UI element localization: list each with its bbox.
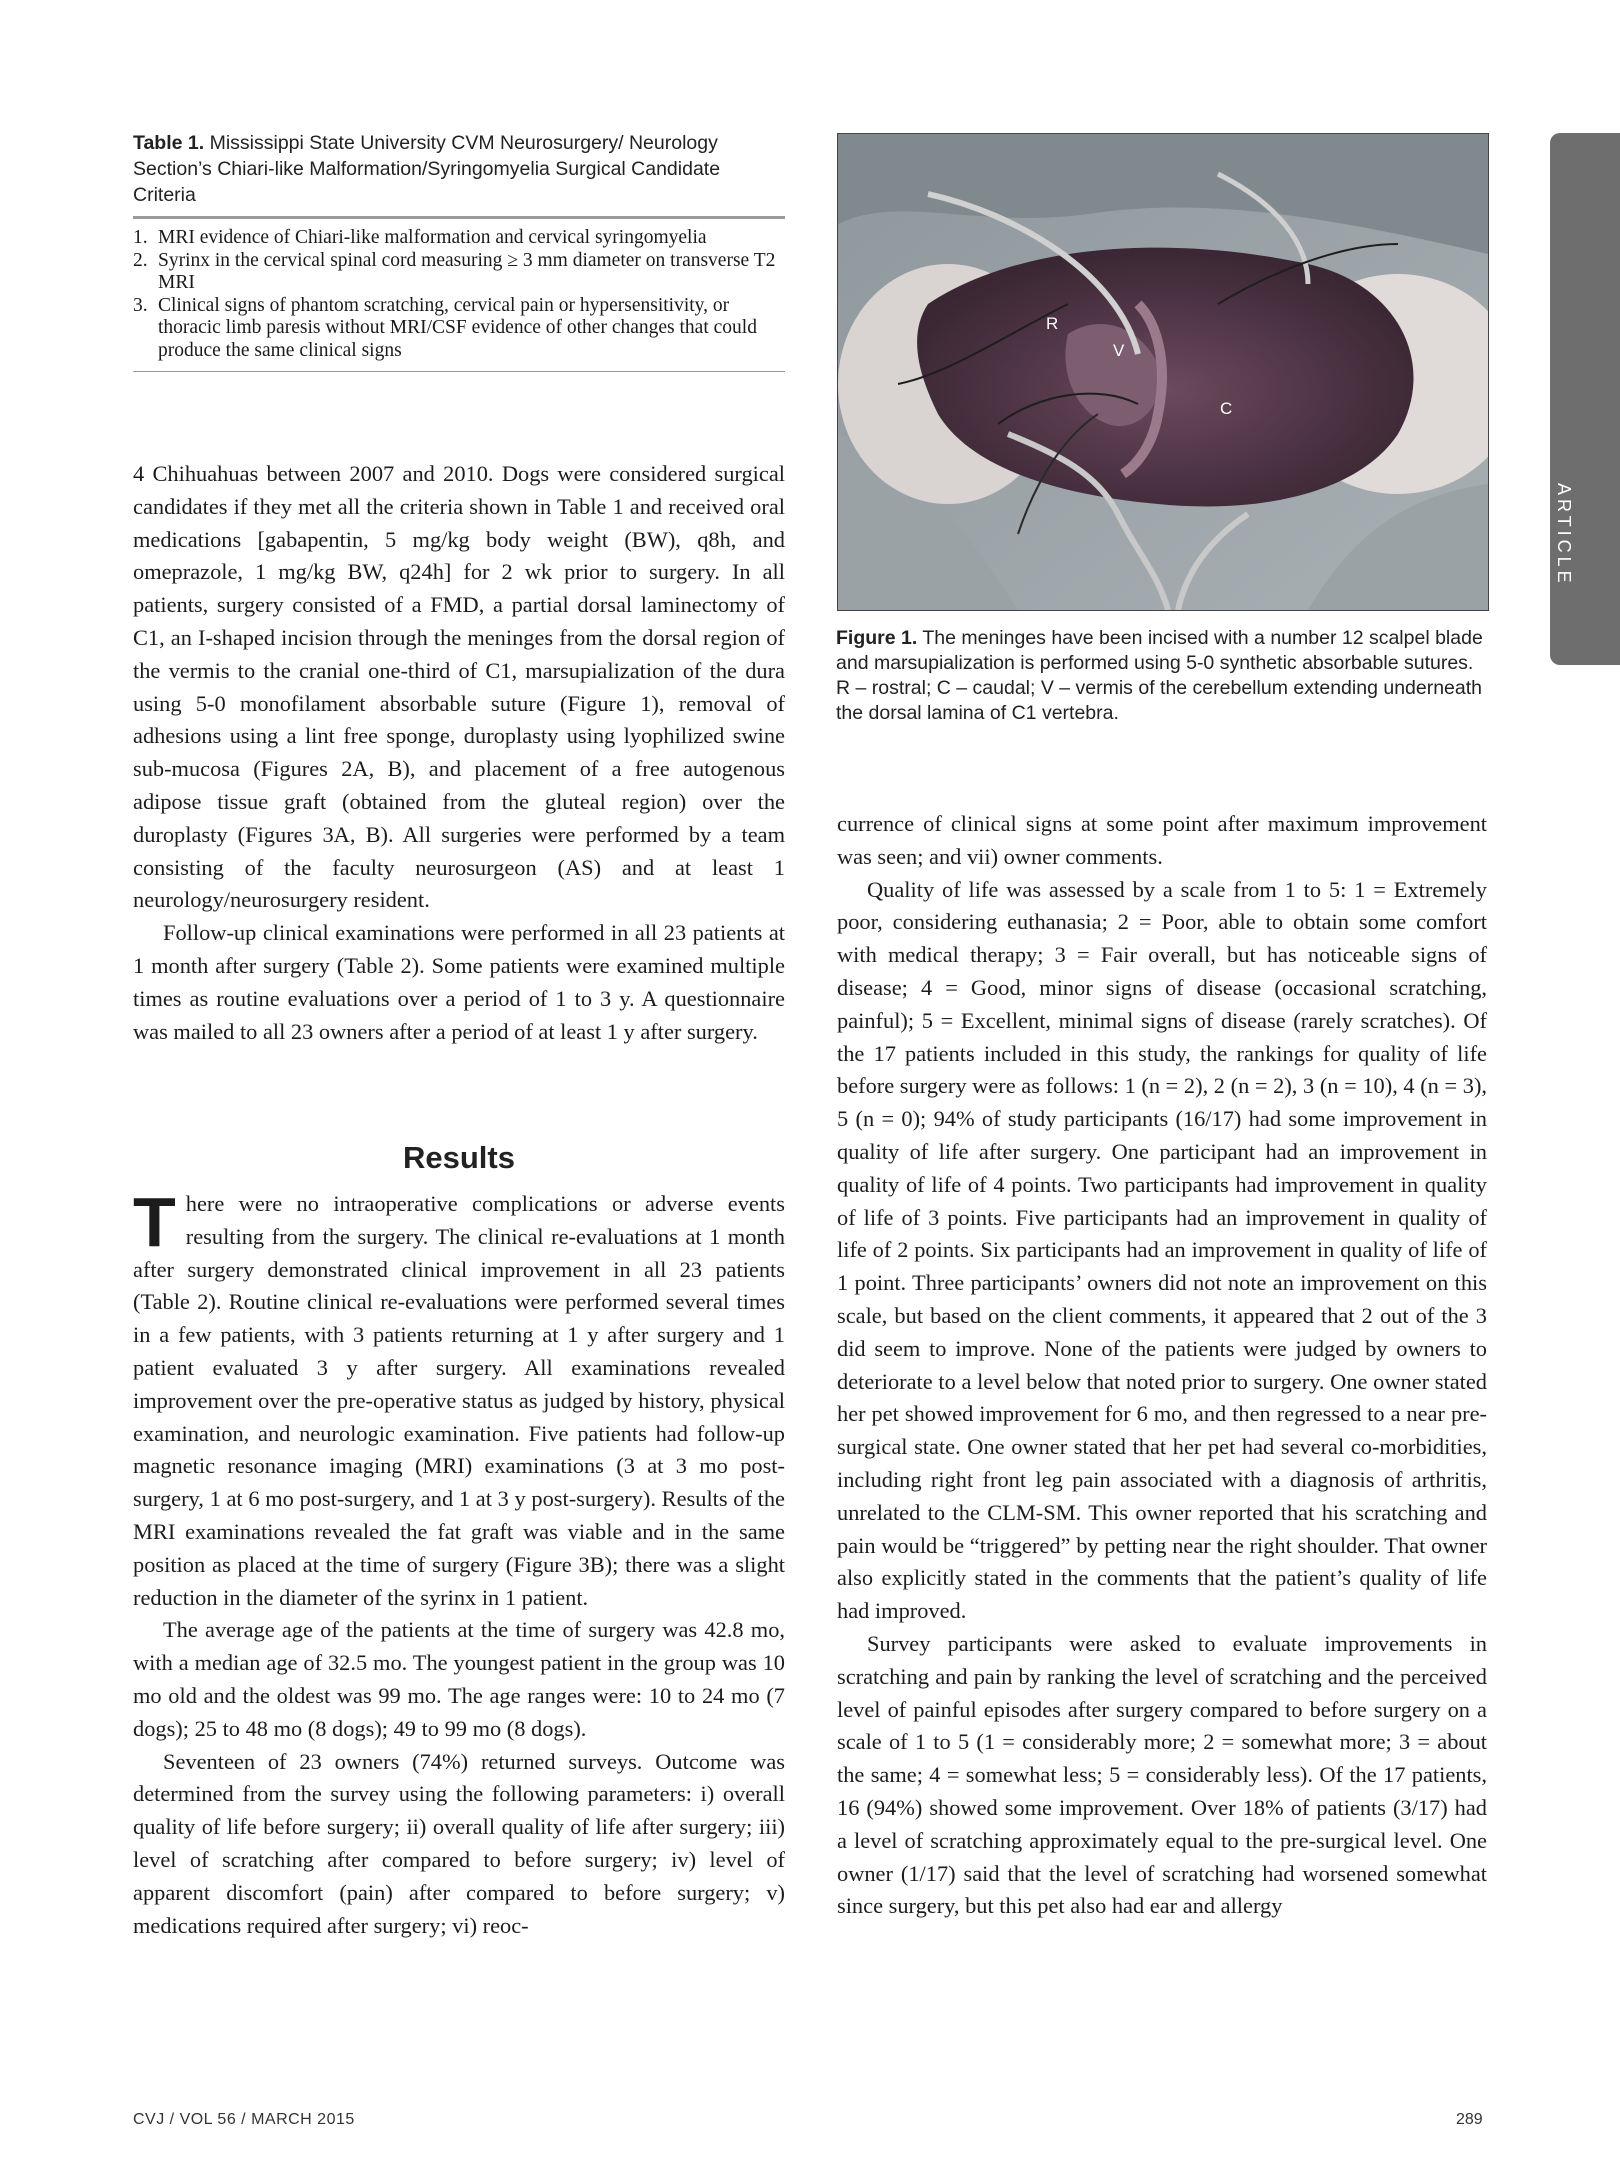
article-side-tab xyxy=(1550,133,1620,665)
criteria-item xyxy=(133,227,785,250)
results-paragraph-text: here were no intraoperative complications or adverse events resulting from the surgery. The clinical re-evaluations at 1 month after surgery demonstrated clinical improvement in all 23 patients (Table 2). Routine clinical re-evaluations were performed several times in a few patients, with 3 patients returning at 1 y after surgery and 1 patient evaluated 3 y after surgery. All examinations revealed improvement over the pre-operative status as judged by history, physical examination, and neurologic examination. Five patients had follow-up magnetic resonance imaging (MRI) examinations (3 at 3 mo post-surgery, 1 at 6 mo post-surgery, and 1 at 3 y post-surgery). Results of the MRI examinations revealed the fat graft was viable and in the same position as placed at the time of surgery (Figure 3B); there was a slight reduction in the diameter of the syrinx in 1 patient. xyxy=(133,1191,785,1610)
results-heading: Results xyxy=(403,1140,515,1175)
body-paragraph: Seventeen of 23 owners (74%) returned surveys. Outcome was determined from the survey using the following parameters: i) overall quality of life before surgery; ii) overall quality of life after surgery; iii) level of scratching after compared to before surgery; iv) level of apparent discomfort (pain) after compared to before surgery; v) medications required after surgery; vi) reoc- xyxy=(133,1748,785,1938)
drop-cap: T xyxy=(133,1183,176,1261)
criteria-item xyxy=(133,250,785,295)
table-bottom-rule xyxy=(133,371,785,372)
left-column-top xyxy=(133,458,785,1048)
criteria-text: Syrinx in the cervical spinal cord measuring ≥ 3 mm diameter on transverse T2 MRI xyxy=(158,249,776,293)
criteria-list xyxy=(133,227,785,362)
criteria-text: Clinical signs of phantom scratching, cervical pain or hypersensitivity, or thoracic limb paresis without MRI/CSF evidence of other changes that could produce the same clinical signs xyxy=(158,294,757,361)
criteria-item xyxy=(133,295,785,363)
figure-caption-text: The meninges have been incised with a number 12 scalpel blade and marsupialization is performed using 5-0 synthetic absorbable sutures. R – rostral; C – caudal; V – vermis of the cerebellum extending underneath the dorsal lamina of C1 vertebra. xyxy=(836,627,1483,724)
figure-label-vermis: V xyxy=(1113,341,1125,360)
article-tab-label: ARTICLE xyxy=(1554,483,1574,587)
footer-journal-info: CVJ / VOL 56 / MARCH 2015 xyxy=(133,2111,355,2128)
figure-1-photo xyxy=(837,133,1489,611)
body-paragraph: 4 Chihuahuas between 2007 and 2010. Dogs were considered surgical candidates if they met all the criteria shown in Table 1 and received oral medications [gabapentin, 5 mg/kg body weight (BW), q8h, and omeprazole, 1 mg/kg BW, q24h] for 2 wk prior to surgery. In all patients, surgery consisted of a FMD, a partial dorsal laminectomy of C1, an I-shaped incision through the meninges from the dorsal region of the vermis to the cranial one-third of C1, marsupialization of the dura using 5-0 monofilament absorbable suture (Figure 1), removal of adhesions using a lint free sponge, duroplasty using lyophilized swine sub-mucosa (Figures 2A, B), and placement of a free autogenous adipose tissue graft (obtained from the gluteal region) over the duroplasty (Figures 3A, B). All surgeries were performed by a team consisting of the faculty neurosurgeon (AS) and at least 1 neurology/neurosurgery resident. xyxy=(133,461,785,913)
surgical-photo-illustration xyxy=(838,134,1488,610)
criteria-text: MRI evidence of Chiari-like malformation and cervical syringomyelia xyxy=(158,227,707,248)
figure-label-rostral: R xyxy=(1046,314,1059,333)
body-paragraph: Follow-up clinical examinations were performed in all 23 patients at 1 month after surgery (Table 2). Some patients were examined multiple times as routine evaluations over a period of 1 to 3 y. A questionnaire was mailed to all 23 owners after a period of at least 1 y after surgery. xyxy=(133,920,785,1044)
figure-label-caudal: C xyxy=(1220,399,1233,418)
criteria-number: 3. xyxy=(133,294,148,316)
figure-1-caption xyxy=(836,626,1486,726)
body-paragraph: The average age of the patients at the time of surgery was 42.8 mo, with a median age of 32.5 mo. The youngest patient in the group was 10 mo old and the oldest was 99 mo. The age ranges were: 10 to 24 mo (7 dogs); 25 to 48 mo (8 dogs); 49 to 99 mo (8 dogs). xyxy=(133,1617,785,1741)
table-top-rule xyxy=(133,216,785,219)
table-1 xyxy=(133,130,785,372)
table-caption-text: Mississippi State University CVM Neurosurgery/ Neurology Section’s Chiari-like Malformation/Syringomyelia Surgical Candidate Criteria xyxy=(133,132,721,206)
body-paragraph: Quality of life was assessed by a scale from 1 to 5: 1 = Extremely poor, considering euthanasia; 2 = Poor, able to obtain some comfort with medical therapy; 3 = Fair overall, but has noticeable signs of disease; 4 = Good, minor signs of disease (occasional scratching, painful); 5 = Excellent, minimal signs of disease (rarely scratches). Of the 17 patients included in this study, the rankings for quality of life before surgery were as follows: 1 (n = 2), 2 (n = 2), 3 (n = 10), 4 (n = 3), 5 (n = 0); 94% of study participants (16/17) had some improvement in quality of life after surgery. One participant had an improvement in quality of life of 4 points. Two participants had improvement in quality of life of 3 points. Five participants had an improvement in quality of life of 2 points. Six participants had an improvement in quality of life of 1 point. Three participants’ owners did not note an improvement on this scale, but based on the client comments, it appeared that 2 out of the 3 did seem to improve. None of the patients were judged by owners to deteriorate to a level below that noted prior to surgery. One owner stated her pet showed improvement for 6 mo, and then regressed to a near pre-surgical state. One owner stated that her pet had several co-morbidities, including right front leg pain associated with a diagnosis of arthritis, unrelated to the CLM-SM. This owner reported that his scratching and pain would be “triggered” by petting near the right shoulder. That owner also explicitly stated in the comments that the patient’s quality of life had improved. xyxy=(837,876,1487,1624)
table-caption xyxy=(133,130,785,208)
body-paragraph: Survey participants were asked to evaluate improvements in scratching and pain by ranking the level of scratching and the perceived level of painful episodes after surgery compared to before surgery on a scale of 1 to 5 (1 = considerably more; 2 = somewhat more; 3 = about the same; 4 = somewhat less; 5 = considerably less). Of the 17 patients, 16 (94%) showed some improvement. Over 18% of patients (3/17) had a level of scratching approximately equal to the pre-surgical level. One owner (1/17) said that the level of scratching had worsened somewhat since surgery, but this pet also had ear and allergy xyxy=(837,1630,1487,1919)
footer-page-number: 289 xyxy=(1456,2111,1483,2128)
figure-caption-label: Figure 1. xyxy=(836,627,918,649)
right-column xyxy=(837,808,1487,1923)
body-paragraph: currence of clinical signs at some point after maximum improvement was seen; and vii) owner comments. xyxy=(837,811,1487,869)
criteria-number: 1. xyxy=(133,227,148,248)
table-label: Table 1. xyxy=(133,132,205,154)
results-paragraph xyxy=(133,1183,785,1614)
criteria-number: 2. xyxy=(133,249,148,271)
left-column-bottom xyxy=(133,1183,785,1942)
